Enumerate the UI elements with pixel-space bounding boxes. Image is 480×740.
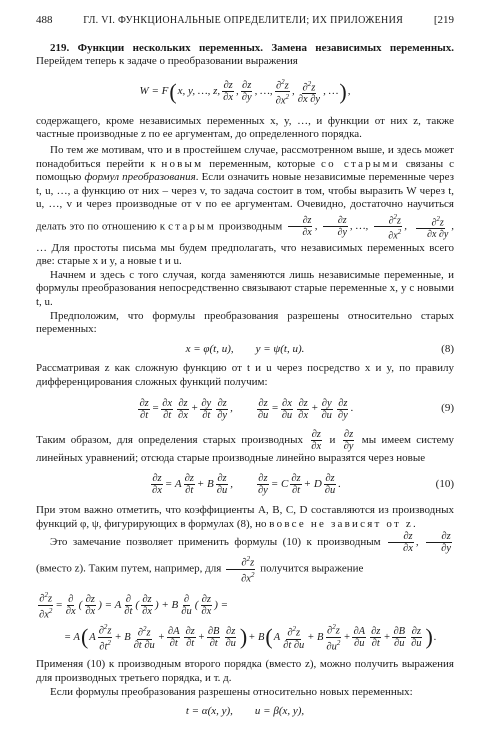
paragraph-1: содержащего, кроме независимых переменных x, y, …, и функции от них z, также частные производные z по ее аргументам, до определенного порядка.: [36, 114, 454, 141]
paragraph-3: Начнем и здесь с того случая, когда заменяются лишь независимые переменные, и формулы преобразования непосредственно связывают старые переменные x, y с новыми t, u.: [36, 268, 454, 308]
paragraph-10: Если формулы преобразования разрешены относительно новых переменных:: [50, 685, 413, 698]
paragraph-5: Рассматривая z как сложную функцию от t и u через посредство x и y, по правилу дифференцирования сложных функций получим:: [36, 362, 454, 388]
paragraph-9: Применяя (10) к производным второго порядка (вместо z), можно получить выражения для производных третьего порядка, и т. д.: [36, 658, 454, 684]
paragraph-4: Предположим, что формулы преобразования разрешены относительно старых переменных:: [36, 309, 454, 336]
running-header: [36, 14, 454, 28]
paragraph-6: Таким образом, для определения старых производных $\frac{\partial z}{\partial x}$ и $\frac{\partial z}{\partial y}$ мы имеем систему линейных уравнений; отсюда старые производные линейно выразятся через новые: [36, 428, 455, 464]
equation-number-8: (8): [441, 342, 454, 355]
formula-W: W = F ( x, y, …, z, $\frac{\partial z}{\partial x}$ , $\frac{\partial z}{\partial y}$ , …, $\frac{\partial^2z}{\partial x^2}$ , $\frac{\partial^2z}{\partial x \partial y}$ , … ) ,: [139, 77, 351, 107]
formula-second-derivative-line1: $\frac{\partial^2z}{\partial x^2}$ = $\frac{\partial}{\partial x}$ ( $\frac{\partial z}{\partial x}$ ) = A $\frac{\partial}{\partial t}$ ( $\frac{\partial z}{\partial x}$ ) + B $\frac{\partial}{\partial u}$ ( $\frac{\partial z}{\partial x}$ ) =: [39, 591, 229, 621]
section-intro: Перейдем теперь к задаче о преобразовании выражения: [36, 55, 298, 68]
section-number: 219.: [50, 41, 70, 54]
formula-second-derivative-line2: = A ( A $\frac{\partial^2z}{\partial t^2}$ + B $\frac{\partial^2z}{\partial t \partial u}$ + $\frac{\partial A}{\partial t}$ $\frac{\partial z}{\partial t}$ + $\frac{\partial B}{\partial t}$ $\frac{\partial z}{\partial u}$ ) + B ( A $\frac{\partial^2z}{\partial t \partial u}$ + B $\frac{\partial^2z}{\partial u^2}$ + $\frac{\partial A}{\partial u}$ $\frac{\partial z}{\partial t}$ + $\frac{\partial B}{\partial u}$ $\frac{\partial z}{\partial u}$ ) .: [64, 623, 437, 653]
paragraph-7: При этом важно отметить, что коэффициенты A, B, C, D составляются из производных функций φ, ψ, фигурирующих в формулах (8), но вовсе не зависят от z.: [36, 504, 454, 530]
page-number: 488: [36, 14, 53, 26]
section-ref: [219: [433, 14, 454, 26]
paragraph-2: По тем же мотивам, что и в простейшем случае, рассмотренном выше, и здесь может понадобиться перейти к новым переменным, которые со старыми связаны с помощью формул преобразования. Если означить новые независимые переменные через t, u, …, а функцию от них – через v, то задача состоит в том, чтобы выразить W через t, u, …, v и через производные от v по ее аргументам. Очевидно, достаточно научиться делать это по отношению к старым производным $\frac{\partial z}{\partial x}$ , $\frac{\partial z}{\partial y}$ , …, $\frac{\partial^2z}{\partial x^2}$ , $\frac{\partial^2z}{\partial x \partial y}$ , … Для простоты письма мы будем предполагать, что независимых переменных всего две: старые x и y, а новые t и u.: [36, 143, 455, 268]
running-title: ГЛ. VI. ФУНКЦИОНАЛЬНЫЕ ОПРЕДЕЛИТЕЛИ; ИХ ПРИЛОЖЕНИЯ: [83, 15, 404, 26]
formula-9: $\frac{\partial z}{\partial t}$ = $\frac{\partial x}{\partial t}$ $\frac{\partial z}{\partial x}$ + $\frac{\partial y}{\partial t}$ $\frac{\partial z}{\partial y}$ , $\frac{\partial z}{\partial u}$ = $\frac{\partial x}{\partial u}$ $\frac{\partial z}{\partial x}$ + $\frac{\partial y}{\partial u}$ $\frac{\partial z}{\partial y}$ . (9): [139, 397, 454, 421]
equation-number-10: (10): [435, 477, 454, 490]
section-title: Функции нескольких переменных. Замена независимых переменных.: [77, 41, 455, 54]
equation-number-9: (9): [441, 402, 454, 415]
formula-new-variables: t = α(x, y), u = β(x, y),: [185, 705, 305, 718]
formula-8: x = φ(t, u), y = ψ(t, u). (8): [185, 342, 454, 355]
paragraph-8: Это замечание позволяет применить формулы (10) к производным $\frac{\partial z}{\partial x}$ , $\frac{\partial z}{\partial y}$ (вместо z). Таким путем, например, для $\frac{\partial^2z}{\partial x^2}$ получится выражение: [36, 531, 451, 585]
section-heading-paragraph: [36, 42, 454, 69]
formula-10: $\frac{\partial z}{\partial x}$ = A $\frac{\partial z}{\partial t}$ + B $\frac{\partial z}{\partial u}$ , $\frac{\partial z}{\partial y}$ = C $\frac{\partial z}{\partial t}$ + D $\frac{\partial z}{\partial u}$ . (10): [152, 473, 454, 497]
